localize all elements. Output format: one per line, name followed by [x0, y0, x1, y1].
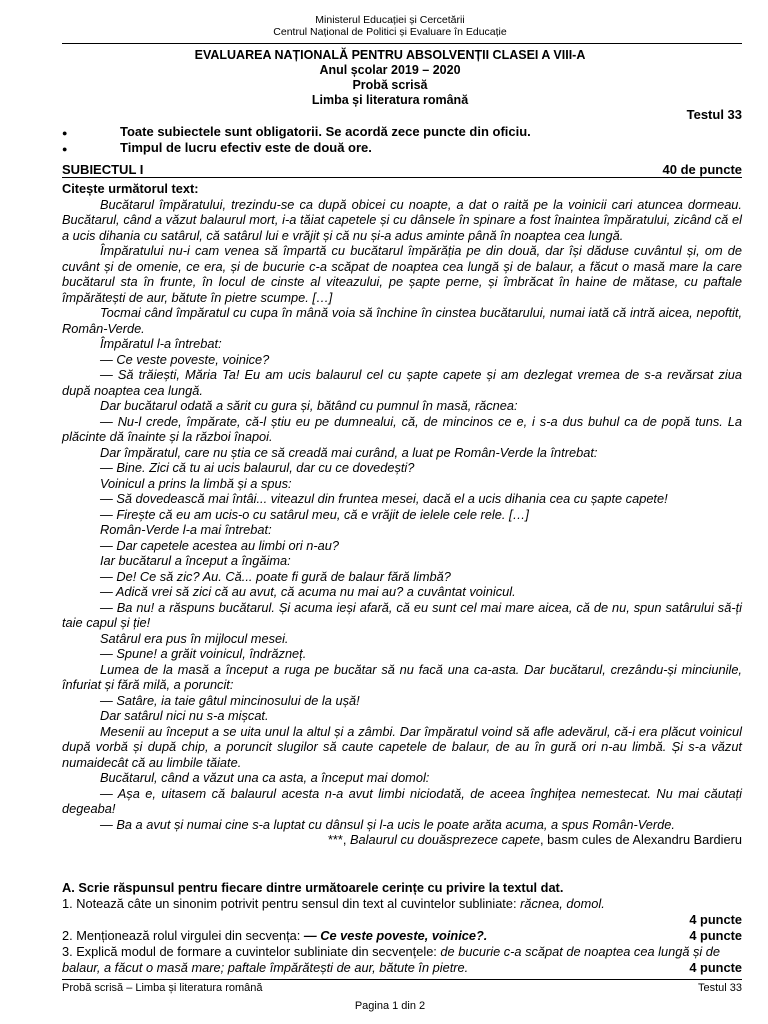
exam-type: Probă scrisă: [352, 78, 428, 92]
story-paragraph: — Bine. Zici că tu ai ucis balaurul, dar cu ce dovedești?: [100, 460, 415, 475]
requirement-points: 4 puncte: [689, 928, 742, 943]
header-institution: [62, 14, 718, 38]
story-paragraph: — Dar capetele acestea au limbi ori n-au?: [100, 537, 339, 553]
story-paragraph: — Să trăiești, Măria Ta! Eu am ucis balaurul cel cu șapte capete și am dezlegat vremea de s-a revărsat ziua după noaptea cea lungă.: [62, 367, 742, 398]
requirement-points: 4 puncte: [689, 912, 742, 927]
story-paragraph: — Ba nu! a răspuns bucătarul. Și acuma ieși afară, că eu sunt cel mai mare aicea, că de nu, spun satârului să-ți taie capul și ție!: [62, 599, 742, 630]
story-paragraph: Dar împăratul, care nu știa ce să creadă mai curând, a luat pe Român-Verde la întrebat:: [100, 444, 598, 460]
story-paragraph: Voinicul a prins la limbă și a spus:: [100, 475, 292, 491]
requirements: [62, 880, 742, 976]
story-paragraph: Împăratul l-a întrebat:: [100, 336, 222, 351]
section-title: SUBIECTUL I: [62, 162, 144, 177]
story-paragraph: Dar bucătarul odată a sărit cu gura și, bătând cu pumnul în masă, răcnea:: [100, 398, 518, 413]
instruction-item: ● Timpul de lucru efectiv este de două ore.: [62, 140, 742, 156]
story-paragraph: Satârul era pus în mijlocul mesei.: [100, 630, 289, 646]
requirement-points: 4 puncte: [689, 960, 742, 975]
story-paragraph: — Firește că eu am ucis-o cu satârul meu, că e vrăjit de ielele cele rele. […]: [100, 506, 529, 522]
footer-left: Probă scrisă – Limba și literatura română: [62, 982, 263, 994]
requirement-words: răcnea, domol.: [520, 896, 605, 911]
requirement-words: de bucurie c-a scăpat de noaptea cea lungă și de balaur, a făcut o masă mare; paftale împărătești de aur, bătute în pietre.: [62, 944, 721, 975]
requirement-text: 2. Menționează rolul virgulei din secvența:: [62, 928, 304, 943]
story-paragraph: Dar satârul nici nu s-a mișcat.: [100, 708, 269, 723]
requirement-item: [62, 928, 742, 944]
instruction-item: ● Toate subiectele sunt obligatorii. Se acordă zece puncte din oficiu.: [62, 124, 742, 140]
story-text: [62, 197, 742, 833]
source-rest: , basm cules de Alexandru Bardieru: [539, 832, 742, 847]
story-paragraph: — Ce veste poveste, voinice?: [100, 351, 270, 367]
requirement-text: 3. Explică modul de formare a cuvintelor subliniate din secvențele:: [62, 944, 441, 959]
story-paragraph: — Spune! a grăit voinicul, îndrăzneț.: [100, 646, 307, 661]
ministry-name: Ministerul Educației și Cercetării: [315, 14, 465, 26]
page-number: Pagina 1 din 2: [354, 1000, 426, 1012]
source-title: Balaurul cu douăsprezece capete: [350, 832, 540, 847]
story-paragraph: Român-Verde l-a mai întrebat:: [100, 522, 272, 537]
story-paragraph: Bucătarul împăratului, trezindu-se ca după obicei cu noapte, a dat o raită pe la voinicii cari atuncea dormeau. Bucătarul, când a văzut balaurul mort, i-a tăiat capetele și cu dânsele în spinare a fost înaintea împăratului, zicând că el a ucis dihania cu satârul, că satârul lui e vrăjit și că nu și-a adus aminte până în noaptea cea lungă.: [62, 196, 742, 243]
story-paragraph: — Ba a avut și numai cine s-a luptat cu dânsul și l-a ucis le poate arăta acuma, a spus Român-Verde.: [100, 816, 675, 832]
footer: [62, 982, 742, 994]
requirement-words: — Ce veste poveste, voinice?.: [303, 928, 488, 943]
requirement-text: 1. Notează câte un sinonim potrivit pentru sensul din text al cuvintelor subliniate:: [62, 896, 521, 911]
section-points: 40 de puncte: [662, 162, 742, 177]
section-rule: [62, 177, 742, 178]
story-paragraph: Lumea de la masă a început a ruga pe bucătar să nu facă una ca-asta. Dar bucătarul, crezându-și minciunile, înfuriat și fără milă, a poruncit:: [62, 661, 742, 692]
story-paragraph: — Să dovedească mai întâi... viteazul din fruntea mesei, dacă el a ucis dihania cea cu șapte capete!: [100, 491, 668, 506]
test-number: Testul 33: [686, 107, 742, 122]
story-paragraph: Împăratului nu-i cam venea să împartă cu bucătarul împărăția pe din două, dar își dăduse cuvântul și, om de cuvânt și de omenie, ce era, și de bucurie c-a scăpat de noaptea cea lungă și de balaur, a făcut o masă mare la care bucătarul sta în frunte, în locul de cinste al viteazului, pe șapte perne, și îmbrăcat în haine de mătase, cu paftale împărătești de aur, bătute în pietre scumpe. […]: [62, 243, 742, 305]
story-paragraph: Mesenii au început a se uita unul la altul și a zâmbi. Dar împăratul voind să afle adevărul, că-i era plăcut voinicul după vorbă și după chip, a poruncit slugilor să caute capetele de balaur, de au în gură ori n-au limbă. Și s-a văzut numaidecât că au limbile tăiate.: [62, 723, 742, 770]
story-paragraph: Tocmai când împăratul cu cupa în mână voia să închine în cinstea bucătarului, numai iată că intră aicea, nepoftit, Român-Verde.: [62, 305, 742, 336]
exam-title: EVALUAREA NAȚIONALĂ PENTRU ABSOLVENȚII CLASEI A VIII-A: [194, 48, 586, 62]
story-paragraph: — De! Ce să zic? Au. Că... poate fi gură de balaur fără limbă?: [100, 568, 451, 584]
story-paragraph: — Nu-l crede, împărate, că-l știu eu pe dumnealui, că, de mincinos ce e, i s-a dus buhul ca de popă tuns. La plăcinte dă înainte și la război înapoi.: [62, 413, 742, 444]
exam-subject: Limba și literatura română: [311, 93, 469, 107]
footer-rule: [62, 979, 742, 980]
text-source: [62, 832, 742, 848]
section-header: [62, 162, 742, 177]
story-paragraph: Bucătarul, când a văzut una ca asta, a început mai domol:: [100, 770, 430, 785]
footer-right: Testul 33: [697, 982, 742, 994]
requirement-item: [62, 944, 742, 976]
header-rule: [62, 43, 742, 44]
story-paragraph: — Așa e, uitasem că balaurul acesta n-a avut limbi niciodată, de aceea înghițea nemestecat. Nu mai căutați degeaba!: [62, 785, 742, 816]
instructions-list: [62, 124, 742, 156]
source-stars: ***,: [327, 832, 347, 847]
requirement-item: [62, 896, 742, 928]
school-year: Anul școlar 2019 – 2020: [319, 63, 461, 77]
center-name: Centrul Național de Politici și Evaluare în Educație: [273, 26, 507, 38]
story-paragraph: Iar bucătarul a început a îngăima:: [100, 553, 291, 568]
story-paragraph: — Satâre, ia taie gâtul mincinosului de la ușă!: [100, 692, 360, 708]
reading-text: [62, 181, 742, 848]
requirements-heading: A. Scrie răspunsul pentru fiecare dintre următoarele cerințe cu privire la textul dat.: [62, 880, 564, 895]
text-intro: Citește următorul text:: [62, 181, 199, 196]
story-paragraph: — Adică vrei să zici că au avut, că acuma nu mai au? a cuvântat voinicul.: [100, 584, 516, 599]
exam-heading: [62, 48, 718, 108]
